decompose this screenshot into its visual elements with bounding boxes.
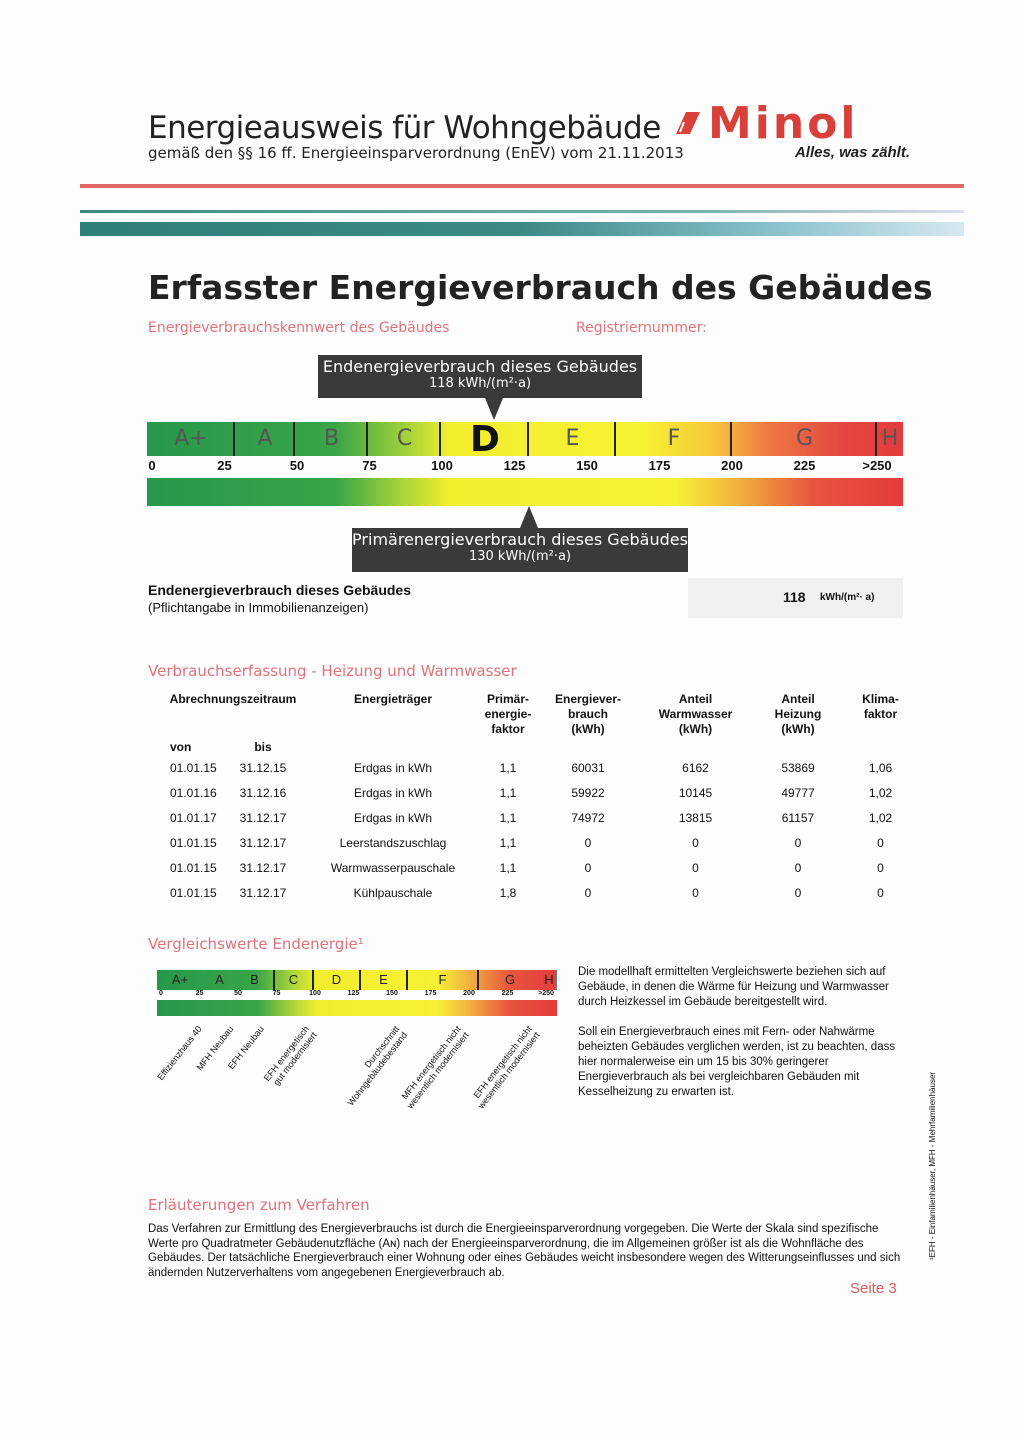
endenergie-callout-value: 118 kWh/(m²·a) <box>428 376 532 391</box>
table-cell: 1,1 <box>499 760 517 775</box>
endenergie-value: 118 <box>783 589 806 605</box>
tick-label: 50 <box>289 458 305 473</box>
table-cell: Erdgas in kWh <box>353 785 433 800</box>
table-row <box>158 855 918 880</box>
tagline: Alles, was zählt. <box>794 144 910 161</box>
comparison-tick: 175 <box>424 990 437 997</box>
tick-label: 225 <box>793 458 816 473</box>
kennwert-label: Energieverbrauchskennwert des Gebäudes <box>148 320 450 336</box>
endenergie-marker <box>485 398 503 420</box>
class-label-active: D <box>470 419 500 460</box>
comparison-ticks <box>157 990 557 1000</box>
endenergie-value-box <box>688 578 903 618</box>
table-cell: Kühlpauschale <box>353 885 433 900</box>
table-cell: 13815 <box>678 810 713 825</box>
comparison-tick: 75 <box>272 990 281 997</box>
class-label: E <box>565 426 580 451</box>
header-klima: Klima- faktor <box>862 692 899 721</box>
tick-label: 0 <box>148 458 156 473</box>
class-label: G <box>795 426 814 451</box>
comparison-scale <box>157 970 557 990</box>
header-zeitraum: Abrechnungszeitraum <box>169 692 297 706</box>
comparison-tick: 200 <box>463 990 475 997</box>
primaerenergie-callout <box>352 528 688 572</box>
comparison-label: EFH Neubau <box>225 1024 266 1072</box>
comparison-class-label: E <box>361 970 408 990</box>
class-label: H <box>881 426 899 451</box>
table-cell: 53869 <box>781 760 815 775</box>
comparison-label: MFH energetisch nicht wesentlich modernisiert <box>399 1024 471 1111</box>
table-cell: 1,1 <box>499 810 517 825</box>
comparison-label: EFH energetisch gut modernisiert <box>261 1024 319 1088</box>
table-cell: 0 <box>692 860 699 875</box>
comparison-tick: 25 <box>195 990 204 997</box>
endenergie-row-note: (Pflichtangabe in Immobilienanzeigen) <box>148 600 369 615</box>
table-row <box>158 805 918 830</box>
table-cell: Leerstandszuschlag <box>339 835 447 850</box>
tick-label: 200 <box>721 458 743 473</box>
comparison-label: Durchschnitt Wohngebäudebestand <box>345 1024 409 1108</box>
document-subtitle: gemäß den §§ 16 ff. Energieeinsparverordnung (EnEV) vom 21.11.2013 <box>148 144 684 162</box>
table-cell: 10145 <box>678 785 713 800</box>
registriernummer-label: Registriernummer: <box>576 320 707 336</box>
table-cell: 1,02 <box>868 810 893 825</box>
endenergie-unit: kWh/(m²· a) <box>820 592 875 603</box>
comparison-class-label: F <box>408 970 479 990</box>
tick-label: 125 <box>503 458 526 473</box>
class-label: F <box>667 426 681 451</box>
table-cell: 01.01.15 <box>170 885 217 900</box>
table-row <box>158 880 918 905</box>
tick-label: 25 <box>217 458 232 473</box>
primaerenergie-marker <box>520 506 538 528</box>
consumption-table <box>158 692 918 905</box>
comparison-class-label: B <box>236 970 275 990</box>
table-cell: 31.12.17 <box>239 810 287 825</box>
header-warmwasser: Anteil Warmwasser (kWh) <box>658 692 733 736</box>
table-row <box>158 830 918 855</box>
tick-label: 75 <box>362 458 377 473</box>
comparison-class-label: A <box>204 970 236 990</box>
comparison-tick: 0 <box>159 990 163 997</box>
comparison-tick: 225 <box>501 990 514 997</box>
tick-label: 100 <box>431 458 453 473</box>
vergleich-heading: Vergleichswerte Endenergie¹ <box>148 935 364 953</box>
table-cell: 01.01.15 <box>170 860 217 875</box>
table-cell: 0 <box>692 885 699 900</box>
comparison-tick: 50 <box>234 990 242 997</box>
tick-label: >250 <box>862 458 892 473</box>
table-cell: 6162 <box>682 760 709 775</box>
comparison-label: Effizienzhaus 40 <box>155 1024 204 1083</box>
table-cell: 31.12.17 <box>239 885 287 900</box>
tick-label: 150 <box>576 458 598 473</box>
table-cell: 0 <box>584 835 592 850</box>
table-cell: 0 <box>584 885 592 900</box>
table-cell: 0 <box>877 835 884 850</box>
energy-gradient-bar <box>147 478 903 506</box>
comparison-class-label: H <box>542 970 557 990</box>
table-cell: 31.12.15 <box>239 760 287 775</box>
divider-teal <box>80 222 964 236</box>
verbrauch-heading: Verbrauchserfassung - Heizung und Warmwasser <box>148 662 517 680</box>
header-verbrauch: Energiever- brauch (kWh) <box>554 692 622 736</box>
vergleich-text-1: Die modellhaft ermittelten Vergleichswerte beziehen sich auf Gebäude, in denen die Wärme für Heizung und Warmwasser durch Heizkessel im Gebäude bereitgestellt wird. <box>578 966 889 1008</box>
table-cell: 1,1 <box>499 785 517 800</box>
comparison-tick: 150 <box>386 990 398 997</box>
document-title: Energieausweis für Wohngebäude <box>148 110 661 146</box>
divider-red <box>80 184 964 188</box>
class-label: C <box>396 426 413 451</box>
comparison-class-label: A+ <box>157 970 204 990</box>
divider-green <box>80 210 964 213</box>
comparison-class-label: G <box>479 970 542 990</box>
table-cell: 60031 <box>571 760 605 775</box>
table-cell: Warmwasserpauschale <box>330 860 456 875</box>
page-number: Seite 3 <box>850 1280 897 1297</box>
table-cell: 0 <box>877 860 884 875</box>
table-cell: 61157 <box>781 810 815 825</box>
header-traeger: Energieträger <box>353 692 433 706</box>
table-cell: 1,1 <box>499 835 517 850</box>
endenergie-row-label: Endenergieverbrauch dieses Gebäudes <box>148 582 411 598</box>
table-cell: 0 <box>584 860 592 875</box>
header-heizung: Anteil Heizung (kWh) <box>774 692 822 736</box>
header-von: von <box>170 740 192 754</box>
table-cell: 01.01.15 <box>170 760 217 775</box>
minol-logo: Minol <box>708 98 859 149</box>
section-heading: Erfasster Energieverbrauch des Gebäudes <box>148 268 933 307</box>
table-cell: 0 <box>794 835 802 850</box>
table-cell: Erdgas in kWh <box>353 810 433 825</box>
primaerenergie-callout-title: Primärenergieverbrauch dieses Gebäudes <box>352 530 688 549</box>
comparison-tick: 125 <box>347 990 360 997</box>
table-cell: 31.12.17 <box>239 835 287 850</box>
erlaeuterung-heading: Erläuterungen zum Verfahren <box>148 1196 370 1214</box>
table-cell: 0 <box>794 885 802 900</box>
endenergie-callout <box>318 355 642 398</box>
table-cell: 01.01.17 <box>170 810 217 825</box>
table-cell: 1,1 <box>499 860 517 875</box>
table-cell: 0 <box>877 885 884 900</box>
table-cell: 49777 <box>781 785 815 800</box>
table-cell: 59922 <box>571 785 605 800</box>
table-cell: 74972 <box>571 810 605 825</box>
comparison-label: MFH Neubau <box>195 1024 236 1073</box>
vergleich-text-2: Soll ein Energieverbrauch eines mit Fern- oder Nahwärme beheizten Gebäudes verglichen werden, ist zu beachten, dass hier normalerweise ein um 15 bis 30% geringerer Energieverbrauch als bei vergleichbaren Gebäuden mit Kesselheizung zu erwarten ist. <box>578 1026 896 1098</box>
table-row <box>158 780 918 805</box>
comparison-class-label: C <box>275 970 314 990</box>
comparison-gradient-bar <box>157 1000 557 1016</box>
comparison-class-label: D <box>314 970 361 990</box>
endenergie-callout-title: Endenergieverbrauch dieses Gebäudes <box>322 357 638 376</box>
table-row <box>158 755 918 780</box>
comparison-tick: 100 <box>309 990 321 997</box>
header-bis: bis <box>254 740 272 754</box>
erlaeuterung-text: Das Verfahren zur Ermittlung des Energieverbrauchs ist durch die Energieeinsparverordnung vorgegeben. Die Werte der Skala sind spezifische Werte pro Quadratmeter Gebäudenutzfläche (Aɴ) nach der Energieeinsparverordnung, die im Allgemeinen größer ist als die Wohnfläche des Gebäudes. Der tatsächliche Energieverbrauch einer Wohnung oder eines Gebäudes weicht insbesondere wegen des Witterungseinflusses und sich ändernden Nutzerverhaltens vom angegebenen Energieverbrauch ab. <box>148 1223 901 1279</box>
header-primaer: Primär- energie- faktor <box>484 692 532 736</box>
table-cell: 0 <box>794 860 802 875</box>
class-label: A <box>257 426 273 451</box>
primaerenergie-callout-value: 130 kWh/(m²·a) <box>468 549 572 564</box>
table-cell: 0 <box>692 835 699 850</box>
table-cell: 1,06 <box>868 760 893 775</box>
energy-class-scale <box>147 419 903 460</box>
table-cell: 01.01.15 <box>170 835 217 850</box>
table-cell: 31.12.17 <box>239 860 287 875</box>
comparison-label: EFH energetisch nicht wesentlich modernisiert <box>471 1024 542 1111</box>
table-cell: Erdgas in kWh <box>353 760 433 775</box>
comparison-tick: >250 <box>538 990 554 997</box>
tick-label: 175 <box>648 458 671 473</box>
table-cell: 31.12.16 <box>239 785 287 800</box>
class-label: A+ <box>174 426 208 451</box>
footnote: ¹EFH - Einfamilienhäuser, MFH - Mehrfamilienhäuser <box>928 1071 937 1260</box>
table-cell: 01.01.16 <box>170 785 217 800</box>
scale-ticks <box>147 458 903 474</box>
class-label: B <box>323 426 340 451</box>
table-cell: 1,8 <box>499 885 517 900</box>
table-cell: 1,02 <box>868 785 893 800</box>
minol-logo-icon <box>672 108 702 138</box>
